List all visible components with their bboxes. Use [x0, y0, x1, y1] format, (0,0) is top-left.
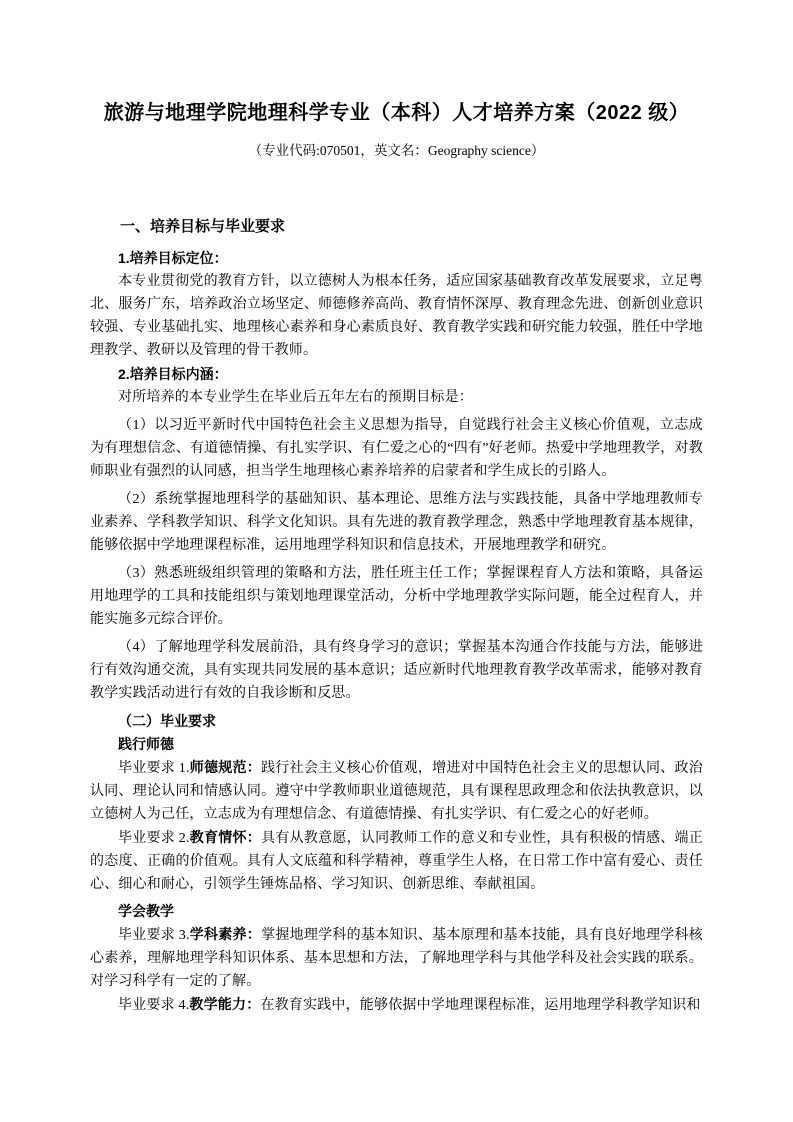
graduation-requirements-heading: （二）毕业要求	[118, 713, 216, 729]
requirement-4-term: 教学能力：	[189, 996, 261, 1012]
requirement-1	[90, 756, 703, 826]
subhead-practice-teacher-ethics: 践行师德	[118, 736, 174, 752]
requirement-4-text: 在教育实践中，能够依据中学地理课程标准，运用地理学科教学知识和	[260, 998, 701, 1013]
requirement-4	[90, 993, 703, 1017]
requirement-2-text: 具有从教意愿，认同教师工作的意义和专业性，具有积极的情感、端正的态度、正确的价值观。具有人文底蕴和科学精神，尊重学生人格，在日常工作中富有爱心、责任心、细心和耐心，引领学生锤炼品格、学习知识、创新思维、奉献祖国。	[90, 831, 704, 892]
goal-item-2: （2）系统掌握地理科学的基础知识、基本理论、思维方法与实践技能，具备中学地理教师专业素养、学科教学知识、科学文化知识。具有先进的教育教学理念，熟悉中学地理教育基本规律，能够依据中学地理课程标准，运用地理学科知识和信息技术，开展地理教学和研究。	[90, 492, 703, 553]
requirement-4-prefix: 毕业要求 4.	[118, 998, 190, 1013]
goal-item-1: （1）以习近平新时代中国特色社会主义思想为指导，自觉践行社会主义核心价值观，立志成为有理想信念、有道德情操、有扎实学识、有仁爱之心的“四有”好老师。热爱中学地理教学，对教师职业有强烈的认同感，担当学生地理核心素养培养的启蒙者和学生成长的引路人。	[90, 418, 703, 479]
goal-item-3: （3）熟悉班级组织管理的策略和方法，胜任班主任工作；掌握课程育人方法和策略，具备运用地理学的工具和技能组织与策划地理课堂活动，分析中学地理教学实际问题，能全过程育人，并能实施多元综合评价。	[90, 566, 703, 627]
page-subtitle: （专业代码:070501，英文名：Geography science）	[248, 143, 545, 158]
goal-position-body: 本专业贯彻党的教育方针，以立德树人为根本任务，适应国家基础教育改革发展要求，立足粤北、服务广东，培养政治立场坚定、师德修养高尚、教育情怀深厚、教育理念先进、创新创业意识较强、专业基础扎实、地理核心素养和身心素质良好、教育教学实践和研究能力较强，胜任中学地理教学、教研以及管理的骨干教师。	[90, 274, 703, 358]
goal-connotation-heading: 2.培养目标内涵：	[118, 366, 228, 382]
requirement-3-term: 学科素养：	[189, 926, 262, 942]
goal-connotation-intro: 对所培养的本专业学生在毕业后五年左右的预期目标是：	[118, 390, 473, 405]
requirement-1-term: 师德规范：	[189, 759, 262, 775]
goal-item-4: （4）了解地理学科发展前沿，具有终身学习的意识；掌握基本沟通合作技能与方法，能够进行有效沟通交流，具有实现共同发展的基本意识；适应新时代地理教育教学改革需求，能够对教育教学实践活动进行有效的自我诊断和反思。	[90, 640, 703, 701]
requirement-1-text: 践行社会主义核心价值观，增进对中国特色社会主义的思想认同、政治认同、理论认同和情感认同。遵守中学教师职业道德规范，具有课程思政理念和依法执教意识，以立德树人为己任，立志成为有理想信念、有道德情操、有扎实学识、有仁爱之心的好老师。	[90, 761, 704, 822]
requirement-3-prefix: 毕业要求 3.	[118, 928, 190, 943]
subhead-learn-to-teach: 学会教学	[118, 903, 174, 919]
goal-position-heading: 1.培养目标定位：	[118, 250, 228, 266]
requirement-2-term: 教育情怀：	[189, 829, 262, 845]
requirement-2-prefix: 毕业要求 2.	[118, 831, 190, 846]
requirement-3-text: 掌握地理学科的基本知识、基本原理和基本技能，具有良好地理学科核心素养，理解地理学科知识体系、基本思想和方法，了解地理学科与其他学科及社会实践的联系。对学习科学有一定的了解。	[90, 928, 704, 989]
requirement-2	[90, 826, 703, 896]
page-title: 旅游与地理学院地理科学专业（本科）人才培养方案（2022 级）	[103, 102, 690, 124]
requirement-1-prefix: 毕业要求 1.	[118, 761, 190, 776]
section-1-heading: 一、培养目标与毕业要求	[120, 218, 286, 235]
requirement-3	[90, 923, 703, 993]
